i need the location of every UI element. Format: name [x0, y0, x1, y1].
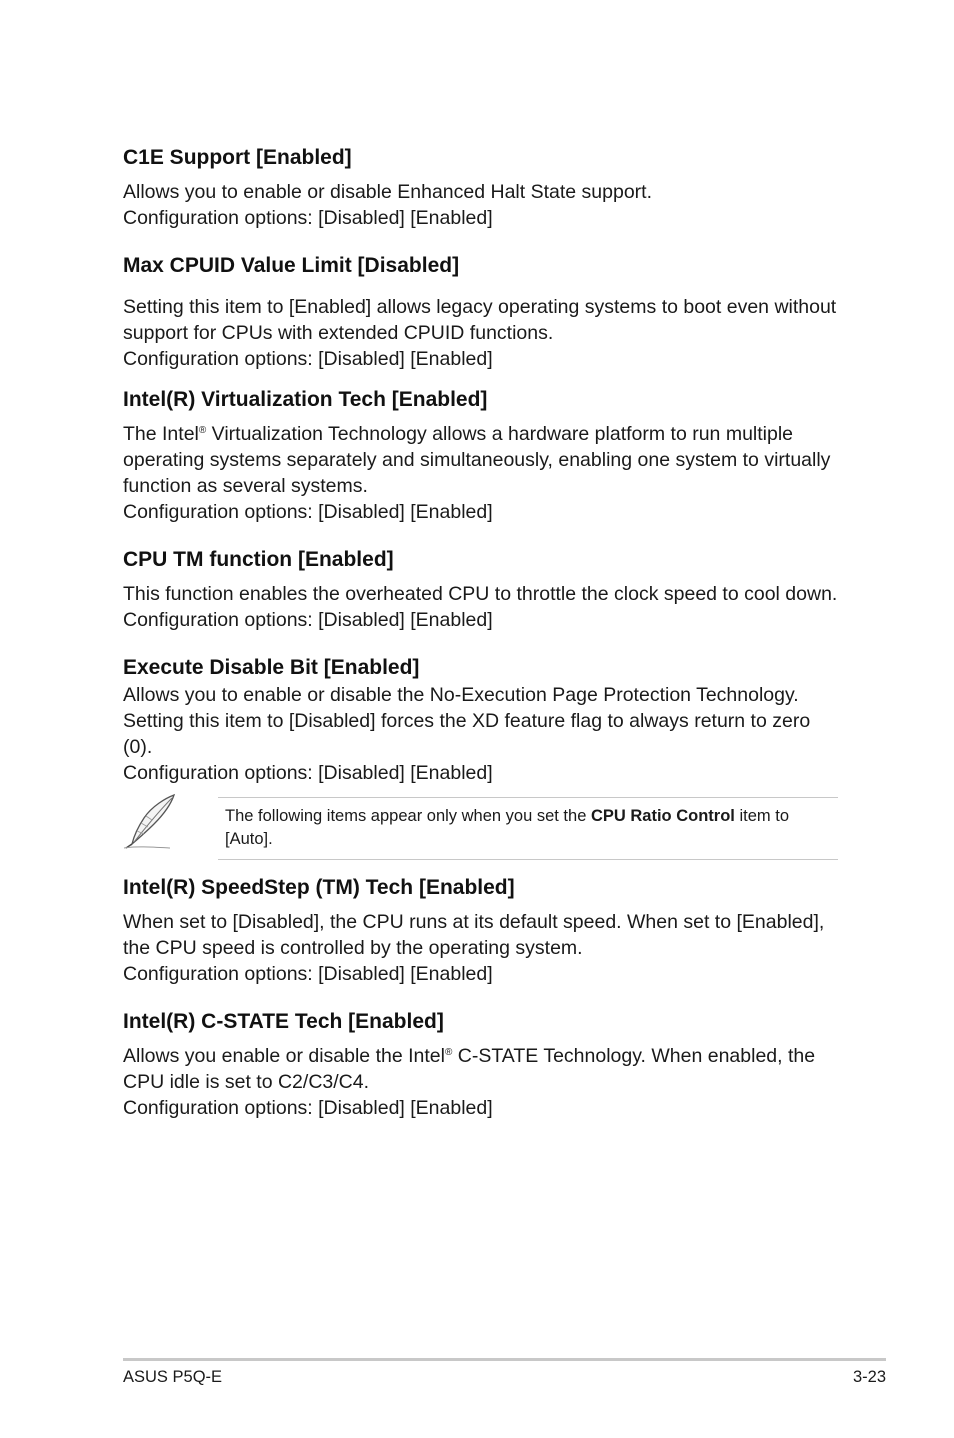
section-body-virtualization-tech: The Intel® Virtualization Technology allows a hardware platform to run multiple operating systems separately and simultaneously, enabling one system to virtually function as several systems. Configuration options: [Disabled] [Enabled]	[123, 423, 831, 523]
footer-rule	[123, 1358, 886, 1361]
note-text: The following items appear only when you set the CPU Ratio Control item to [Auto].	[225, 807, 789, 848]
section-title-virtualization-tech: Intel(R) Virtualization Tech [Enabled]	[123, 388, 488, 411]
section-body-speedstep-tech: When set to [Disabled], the CPU runs at its default speed. When set to [Enabled], the CPU speed is controlled by the operating system. Configuration options: [Disabled] [Enabled]	[123, 911, 825, 985]
section-title-c1e-support: C1E Support [Enabled]	[123, 146, 352, 169]
section-title-speedstep-tech: Intel(R) SpeedStep (TM) Tech [Enabled]	[123, 876, 515, 899]
section-body-max-cpuid: Setting this item to [Enabled] allows legacy operating systems to boot even without support for CPUs with extended CPUID functions. Configuration options: [Disabled] [Enabled]	[123, 296, 837, 370]
footer-product-name: ASUS P5Q-E	[123, 1368, 223, 1386]
section-title-cpu-tm-function: CPU TM function [Enabled]	[123, 548, 394, 571]
registered-mark: ®	[444, 1047, 453, 1058]
registered-mark: ®	[198, 425, 207, 436]
pen-icon	[122, 792, 180, 852]
section-body-execute-disable-bit: Allows you to enable or disable the No-Execution Page Protection Technology. Setting this item to [Disabled] forces the XD feature flag to always return to zero (0). Configuration options: [Disabled] [Enabled]	[123, 684, 811, 784]
section-body-c-state-tech: Allows you enable or disable the Intel® C-STATE Technology. When enabled, the CPU idle is set to C2/C3/C4. Configuration options: [Disabled] [Enabled]	[123, 1045, 816, 1119]
section-title-max-cpuid: Max CPUID Value Limit [Disabled]	[123, 254, 460, 277]
section-title-c-state-tech: Intel(R) C-STATE Tech [Enabled]	[123, 1010, 444, 1033]
note-bottom-rule	[218, 859, 838, 860]
note-bold-term: CPU Ratio Control	[590, 807, 735, 825]
section-body-cpu-tm-function: This function enables the overheated CPU to throttle the clock speed to cool down. Configuration options: [Disabled] [Enabled]	[123, 583, 838, 631]
note-top-rule	[218, 797, 838, 798]
section-title-execute-disable-bit: Execute Disable Bit [Enabled]	[123, 656, 420, 679]
page-number: 3-23	[852, 1368, 886, 1386]
section-body-c1e-support: Allows you to enable or disable Enhanced Halt State support. Configuration options: [Disabled] [Enabled]	[123, 181, 652, 229]
